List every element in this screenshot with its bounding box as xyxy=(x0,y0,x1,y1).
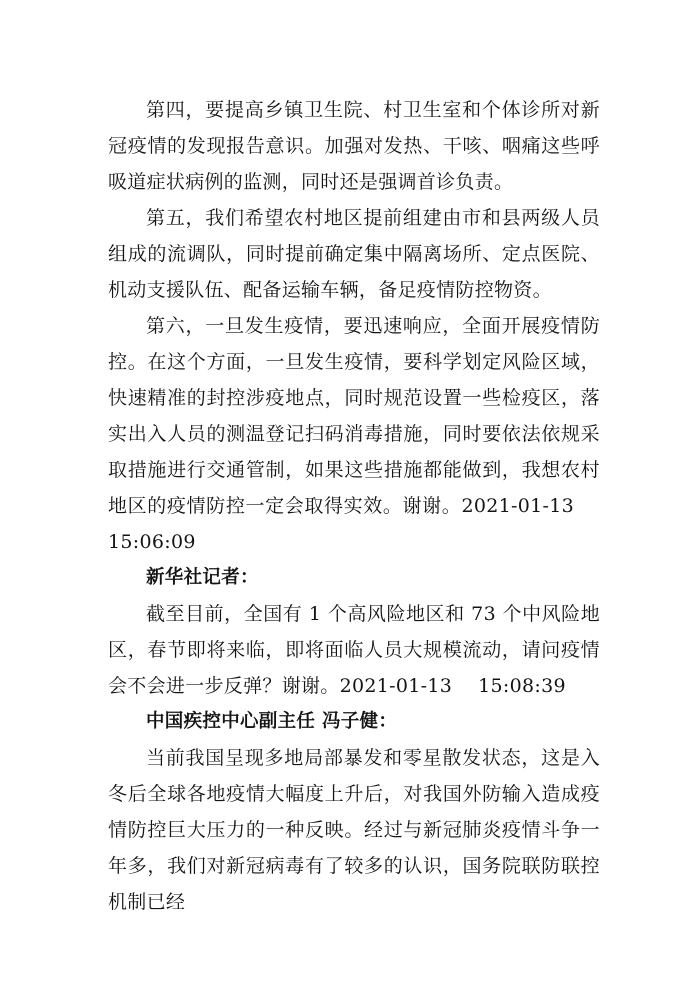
timestamp-time: 15:06:09 xyxy=(108,531,196,553)
paragraph-fifth-measure: 第五，我们希望农村地区提前组建由市和县两级人员组成的流调队，同时提前确定集中隔离场所、定点医院、机动支援队伍、配备运输车辆，备足疫情防控物资。 xyxy=(108,207,600,301)
paragraph-text: 第六，一旦发生疫情，要迅速响应，全面开展疫情防控。在这个方面，一旦发生疫情，要科学划定风险区域，快速精准的封控涉疫地点，同时规范设置一些检疫区，落实出入人员的测温登记扫码消毒措施，同时要依法依规采取措施进行交通管制，如果这些措施都能做到，我想农村地区的疫情防控一定会取得实效。谢谢。 xyxy=(108,315,600,517)
timestamp-time: 15:08:39 xyxy=(478,675,566,697)
paragraph-fourth-measure: 第四，要提高乡镇卫生院、村卫生室和个体诊所对新冠疫情的发现报告意识。加强对发热、干咳、咽痛这些呼吸道症状病例的监测，同时还是强调首诊负责。 xyxy=(108,99,600,193)
timestamp-date: 2021-01-13 xyxy=(461,495,574,517)
paragraph-sixth-measure xyxy=(108,308,600,560)
paragraph-answer: 当前我国呈现多地局部暴发和零星散发状态，这是入冬后全球各地疫情大幅度上升后，对我国外防输入造成疫情防控巨大压力的一种反映。经过与新冠肺炎疫情斗争一年多，我们对新冠病毒有了较多的认识，国务院联防联控机制已经 xyxy=(108,747,600,913)
speaker-label-xinhua-reporter: 新华社记者： xyxy=(146,567,259,588)
document-body xyxy=(108,92,600,920)
speaker-label-cdc-deputy-director: 中国疾控中心副主任 冯子健： xyxy=(146,711,398,732)
timestamp-date: 2021-01-13 xyxy=(339,675,453,697)
paragraph-text: 截至目前，全国有 1 个高风险地区和 73 个中风险地区，春节即将来临，即将面临人员大规模流动，请问疫情会不会进一步反弹？谢谢。 xyxy=(108,603,600,697)
paragraph-question xyxy=(108,596,600,704)
